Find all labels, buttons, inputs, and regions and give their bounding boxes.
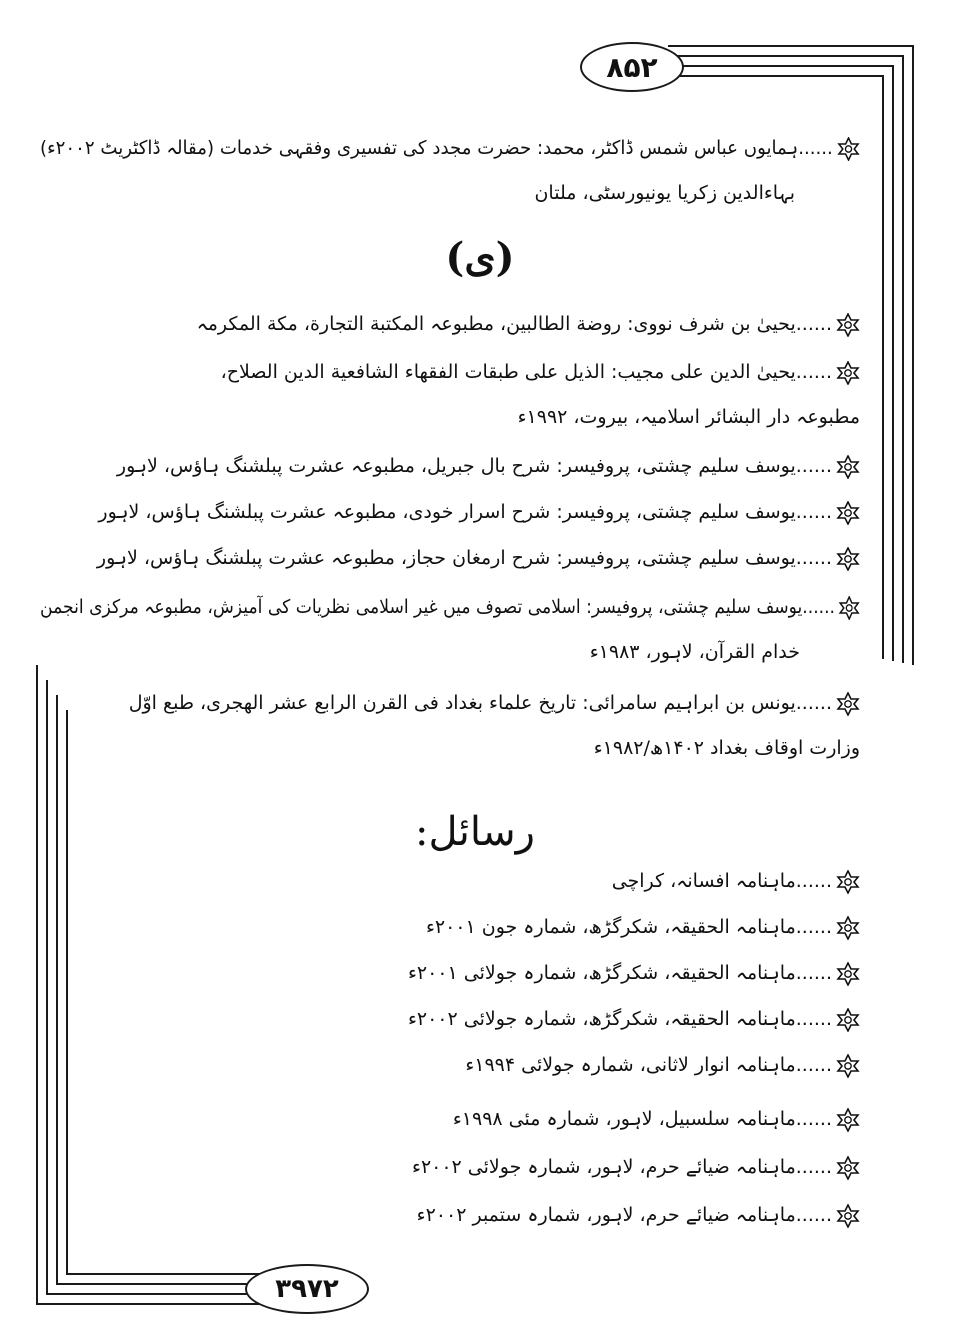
entry-text: ہمایوں عباس شمس ڈاکٹر، محمد: حضرت مجدد کی تفسیری وفقہی خدمات (مقالہ ڈاکٹریٹ ۲۰۰۲ء) [40, 137, 799, 159]
frame-line-top-3 [668, 65, 894, 67]
frame-line-left-2 [46, 680, 48, 1295]
entry-yahya-mujib: ......یحییٰ الدین علی مجیب: الذیل علی طبقات الفقهاء الشافعیة الدین الصلاح، [221, 357, 860, 387]
page-number-top: ۸۵۲ [580, 42, 684, 92]
entry-yunus-samarrai-line2: وزارت اوقاف بغداد ۱۴۰۲ھ/۱۹۸۲ء [593, 737, 860, 759]
entry-humayun-line2: بہاءالدین زکریا یونیورسٹی، ملتان [534, 182, 795, 204]
rasail-item: ......ماہنامہ الحقیقہ، شکرگڑھ، شمارہ جولائی ۲۰۰۲ء [408, 1004, 860, 1034]
entry-yahya-nawawi: ......یحییٰ بن شرف نووی: روضة الطالبین، مطبوعہ المکتبة التجارة، مکة المکرمہ [197, 309, 860, 339]
entry-humayun: ......ہمایوں عباس شمس ڈاکٹر، محمد: حضرت مجدد کی تفسیری وفقہی خدمات (مقالہ ڈاکٹریٹ ۲۰۰۲ء) [40, 133, 860, 163]
six-point-star-icon [836, 501, 860, 525]
six-point-star-icon [836, 962, 860, 986]
entry-yusuf-armaghan: ......یوسف سلیم چشتی، پروفیسر: شرح ارمغان حجاز، مطبوعہ عشرت پبلشنگ ہاؤس، لاہور [97, 543, 860, 573]
six-point-star-icon [836, 547, 860, 571]
six-point-star-icon [836, 455, 860, 479]
six-point-star-icon [836, 361, 860, 385]
six-point-star-icon [836, 1108, 860, 1132]
frame-line-right-3 [892, 65, 894, 661]
six-point-star-icon [838, 596, 860, 620]
six-point-star-icon [836, 1204, 860, 1228]
rasail-item: ......ماہنامہ سلسبیل، لاہور، شمارہ مئی ۱۹۹۸ء [453, 1104, 860, 1134]
frame-line-left-4 [66, 710, 68, 1275]
frame-line-top-4 [668, 75, 884, 77]
entry-yusuf-bal-jibril: ......یوسف سلیم چشتی، پروفیسر: شرح بال جبریل، مطبوعہ عشرت پبلشنگ ہاؤس، لاہور [117, 451, 860, 481]
six-point-star-icon [837, 137, 860, 161]
frame-line-right-4 [882, 75, 884, 659]
rasail-item: ......ماہنامہ افسانہ، کراچی [612, 866, 860, 896]
rasail-item: ......ماہنامہ الحقیقہ، شکرگڑھ، شمارہ جون ۲۰۰۱ء [426, 912, 860, 942]
frame-line-left-1 [36, 665, 38, 1305]
rasail-item: ......ماہنامہ ضیائے حرم، لاہور، شمارہ ستمبر ۲۰۰۲ء [417, 1200, 860, 1230]
entry-yusuf-asrar-khudi: ......یوسف سلیم چشتی، پروفیسر: شرح اسرار خودی، مطبوعہ عشرت پبلشنگ ہاؤس، لاہور [98, 497, 860, 527]
six-point-star-icon [836, 916, 860, 940]
rasail-item: ......ماہنامہ الحقیقہ، شکرگڑھ، شمارہ جولائی ۲۰۰۱ء [408, 958, 860, 988]
six-point-star-icon [836, 1156, 860, 1180]
section-heading-yeh: (ی) [445, 234, 515, 281]
six-point-star-icon [836, 870, 860, 894]
six-point-star-icon [836, 1054, 860, 1078]
frame-line-left-3 [56, 695, 58, 1285]
section-heading-rasail: رسائل: [415, 809, 535, 855]
entry-yusuf-tasawwuf-line2: خدام القرآن، لاہور، ۱۹۸۳ء [589, 641, 800, 663]
frame-line-top-1 [668, 45, 914, 47]
rasail-item: ......ماہنامہ ضیائے حرم، لاہور، شمارہ جولائی ۲۰۰۲ء [412, 1152, 860, 1182]
frame-line-right-1 [912, 45, 914, 665]
six-point-star-icon [836, 1008, 860, 1032]
frame-line-right-2 [902, 55, 904, 663]
six-point-star-icon [836, 692, 860, 716]
entry-yusuf-tasawwuf: ......یوسف سلیم چشتی، پروفیسر: اسلامی تصوف میں غیر اسلامی نظریات کی آمیزش، مطبوعہ مرکزی انجمن [40, 592, 860, 622]
entry-yunus-samarrai: ......یونس بن ابراہیم سامرائی: تاریخ علماء بغداد فی القرن الرابع عشر الهجری، طبع اوّل [129, 688, 860, 718]
six-point-star-icon [836, 313, 860, 337]
page-number-bottom: ۳۹۷۲ [245, 1264, 369, 1314]
rasail-item: ......ماہنامہ انوار لاثانی، شمارہ جولائی ۱۹۹۴ء [465, 1050, 860, 1080]
frame-line-top-2 [668, 55, 904, 57]
entry-yahya-mujib-line2: مطبوعہ دار البشائر اسلامیہ، بیروت، ۱۹۹۲ء [517, 406, 860, 428]
